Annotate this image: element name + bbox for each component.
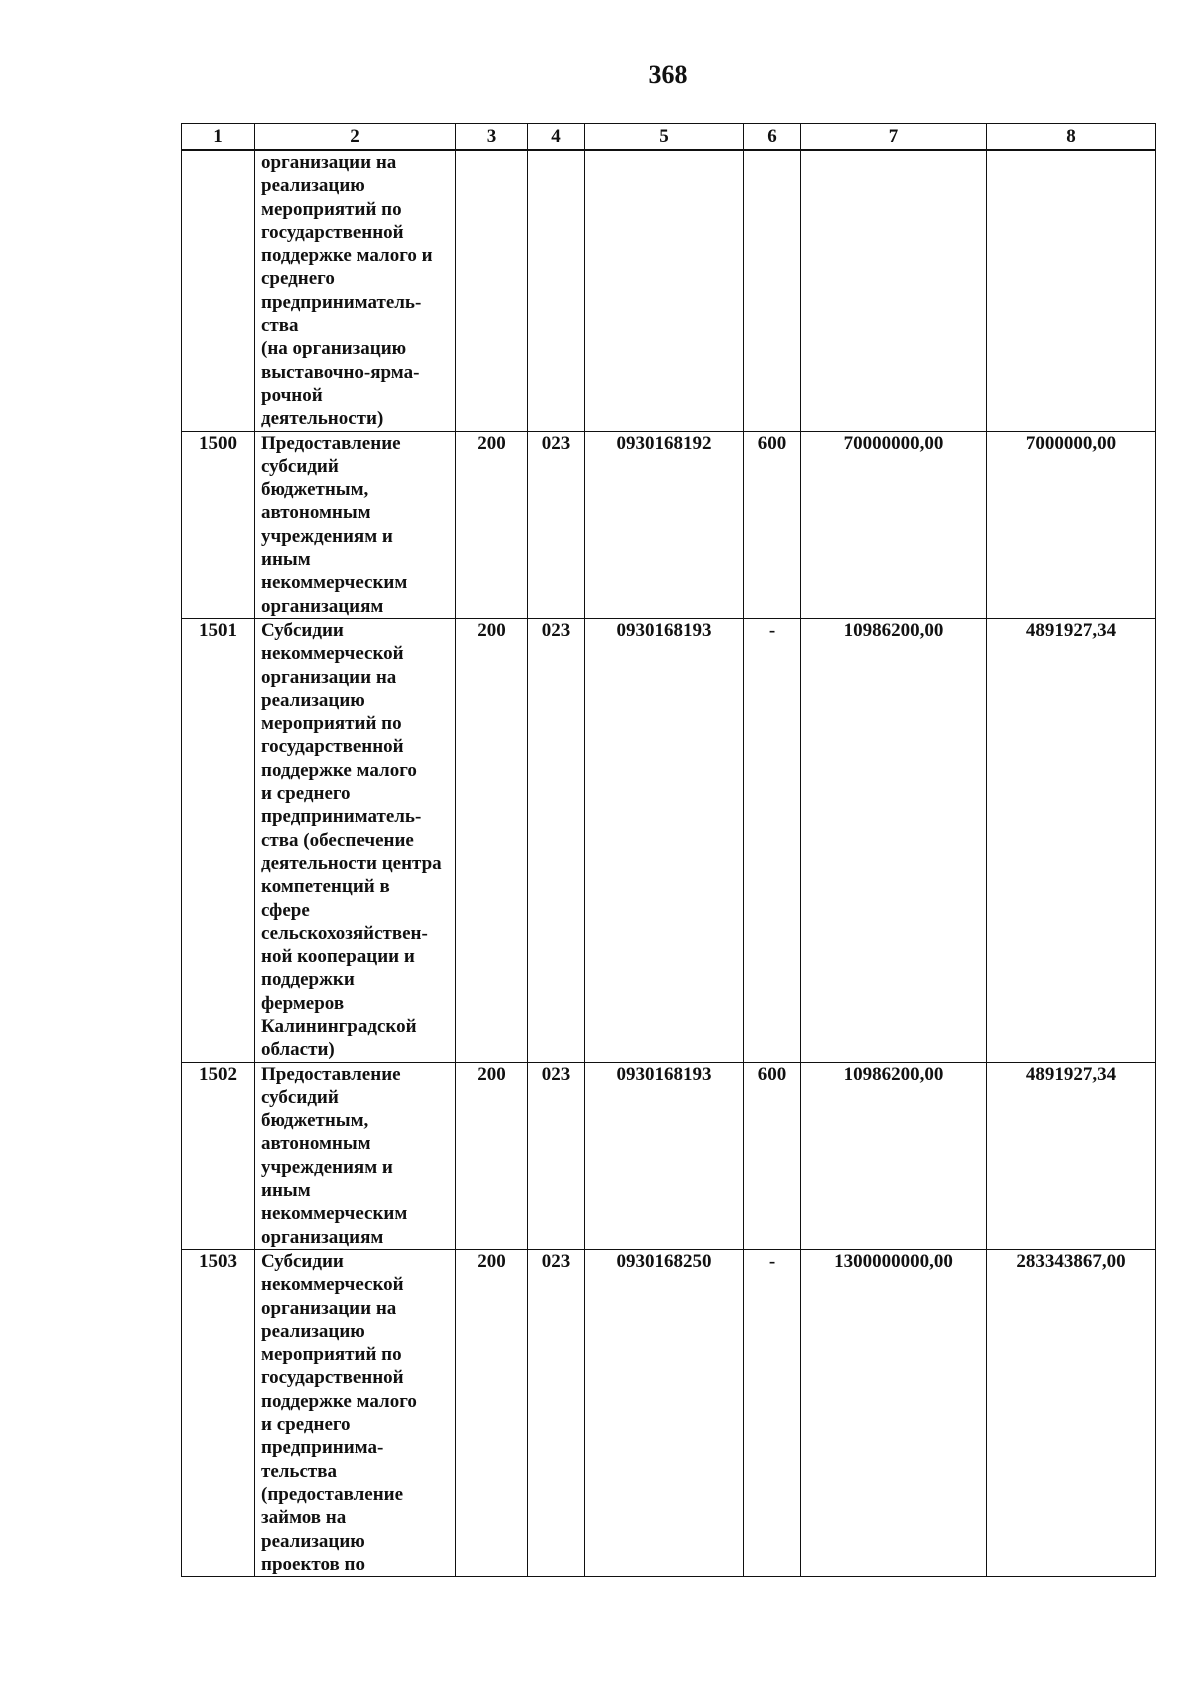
row-number-cell [182, 150, 255, 431]
table-header-row [182, 124, 1156, 151]
column-header: 6 [744, 124, 801, 151]
table-row [182, 150, 1156, 431]
item-name-line: некоммерческой [261, 643, 404, 665]
column-header: 3 [456, 124, 528, 151]
item-name-line: Субсидии [261, 619, 344, 641]
column-header: 4 [528, 124, 585, 151]
item-name-cell [255, 431, 456, 618]
column-8-cell: 283343867,00 [987, 1249, 1156, 1576]
item-name-cell [255, 150, 456, 431]
row-number-cell: 1503 [182, 1249, 255, 1576]
item-name-cell [255, 618, 456, 1062]
item-name-line: займов на [261, 1507, 347, 1529]
column-header: 1 [182, 124, 255, 151]
table-row [182, 1062, 1156, 1249]
column-4-cell [528, 150, 585, 431]
table-row [182, 1249, 1156, 1576]
item-name-line: ства [261, 315, 299, 337]
row-number-cell: 1501 [182, 618, 255, 1062]
item-name-line: деятельности центра [261, 852, 442, 874]
item-name-line: бюджетным, [261, 479, 369, 501]
item-name-line: организации на [261, 666, 397, 688]
item-name-line: компетенций в [261, 876, 390, 898]
item-name-line: автономным [261, 502, 371, 524]
item-name-line: Калининградской [261, 1015, 417, 1037]
column-7-cell: 70000000,00 [801, 431, 987, 618]
item-name-line: Субсидии [261, 1250, 344, 1272]
item-name-line: иным [261, 549, 311, 571]
item-name-line: реализацию [261, 689, 365, 711]
table-row [182, 431, 1156, 618]
item-name-line: учреждениям и [261, 1156, 393, 1178]
item-name-line: сфере [261, 899, 310, 921]
column-8-cell: 4891927,34 [987, 618, 1156, 1062]
item-name-line: субсидий [261, 455, 339, 477]
item-name-line: области) [261, 1039, 335, 1061]
column-7-cell [801, 150, 987, 431]
item-name-line: государственной [261, 1367, 404, 1389]
column-5-cell: 0930168192 [585, 431, 744, 618]
item-name-line: Предоставление [261, 432, 401, 454]
item-name-line: предпринима- [261, 1437, 384, 1459]
item-name-line: фермеров [261, 992, 345, 1014]
item-name-line: и среднего [261, 1414, 351, 1436]
column-3-cell: 200 [456, 1062, 528, 1249]
column-8-cell: 7000000,00 [987, 431, 1156, 618]
column-6-cell: 600 [744, 1062, 801, 1249]
item-name-line: проектов по [261, 1553, 365, 1575]
item-name-line: ной кооперации и [261, 946, 415, 968]
item-name-line: и среднего [261, 783, 351, 805]
item-name-line: реализацию [261, 175, 365, 197]
column-header: 5 [585, 124, 744, 151]
item-name-line: субсидий [261, 1086, 339, 1108]
column-7-cell: 1300000000,00 [801, 1249, 987, 1576]
item-name-line: деятельности) [261, 408, 384, 430]
column-6-cell: 600 [744, 431, 801, 618]
column-6-cell: - [744, 618, 801, 1062]
item-name-line: реализацию [261, 1530, 365, 1552]
column-header: 7 [801, 124, 987, 151]
item-name-line: автономным [261, 1133, 371, 1155]
column-7-cell: 10986200,00 [801, 618, 987, 1062]
item-name-line: ства (обеспечение [261, 829, 414, 851]
column-3-cell: 200 [456, 618, 528, 1062]
column-header: 2 [255, 124, 456, 151]
column-4-cell: 023 [528, 1062, 585, 1249]
column-5-cell: 0930168193 [585, 618, 744, 1062]
item-name-line: тельства [261, 1460, 337, 1482]
item-name-line: организациям [261, 1226, 384, 1248]
item-name-line: организации на [261, 152, 397, 173]
column-4-cell: 023 [528, 618, 585, 1062]
item-name-line: поддержке малого [261, 1390, 417, 1412]
column-8-cell [987, 150, 1156, 431]
item-name-line: некоммерческим [261, 572, 408, 594]
column-5-cell [585, 150, 744, 431]
item-name-line: иным [261, 1180, 311, 1202]
page-number: 368 [648, 60, 688, 89]
column-3-cell: 200 [456, 1249, 528, 1576]
item-name-line: поддержке малого и [261, 245, 433, 267]
row-number-cell: 1502 [182, 1062, 255, 1249]
table-body [182, 150, 1156, 1577]
item-name-line: организации на [261, 1297, 397, 1319]
item-name-line: предприниматель- [261, 806, 422, 828]
item-name-line: предприниматель- [261, 291, 422, 313]
item-name-cell [255, 1062, 456, 1249]
item-name-line: бюджетным, [261, 1110, 369, 1132]
column-7-cell: 10986200,00 [801, 1062, 987, 1249]
column-5-cell: 0930168193 [585, 1062, 744, 1249]
item-name-line: государственной [261, 221, 404, 243]
item-name-line: мероприятий по [261, 198, 402, 220]
item-name-line: некоммерческой [261, 1274, 404, 1296]
column-4-cell: 023 [528, 1249, 585, 1576]
column-3-cell [456, 150, 528, 431]
item-name-line: (на организацию [261, 338, 407, 360]
item-name-line: реализацию [261, 1320, 365, 1342]
item-name-line: организациям [261, 595, 384, 617]
item-name-line: некоммерческим [261, 1203, 408, 1225]
item-name-cell [255, 1249, 456, 1576]
column-6-cell [744, 150, 801, 431]
budget-table [181, 123, 1156, 1577]
item-name-line: поддержки [261, 969, 355, 991]
item-name-line: рочной [261, 384, 323, 406]
item-name-line: выставочно-ярма- [261, 361, 420, 383]
item-name-line: Предоставление [261, 1063, 401, 1085]
item-name-line: учреждениям и [261, 525, 393, 547]
item-name-line: мероприятий по [261, 1344, 402, 1366]
item-name-line: государственной [261, 736, 404, 758]
item-name-line: среднего [261, 268, 335, 290]
item-name-line: мероприятий по [261, 713, 402, 735]
column-8-cell: 4891927,34 [987, 1062, 1156, 1249]
item-name-line: поддержке малого [261, 759, 417, 781]
item-name-line: сельскохозяйствен- [261, 922, 428, 944]
column-3-cell: 200 [456, 431, 528, 618]
table-row [182, 618, 1156, 1062]
column-header: 8 [987, 124, 1156, 151]
column-4-cell: 023 [528, 431, 585, 618]
row-number-cell: 1500 [182, 431, 255, 618]
column-5-cell: 0930168250 [585, 1249, 744, 1576]
item-name-line: (предоставление [261, 1483, 404, 1505]
column-6-cell: - [744, 1249, 801, 1576]
